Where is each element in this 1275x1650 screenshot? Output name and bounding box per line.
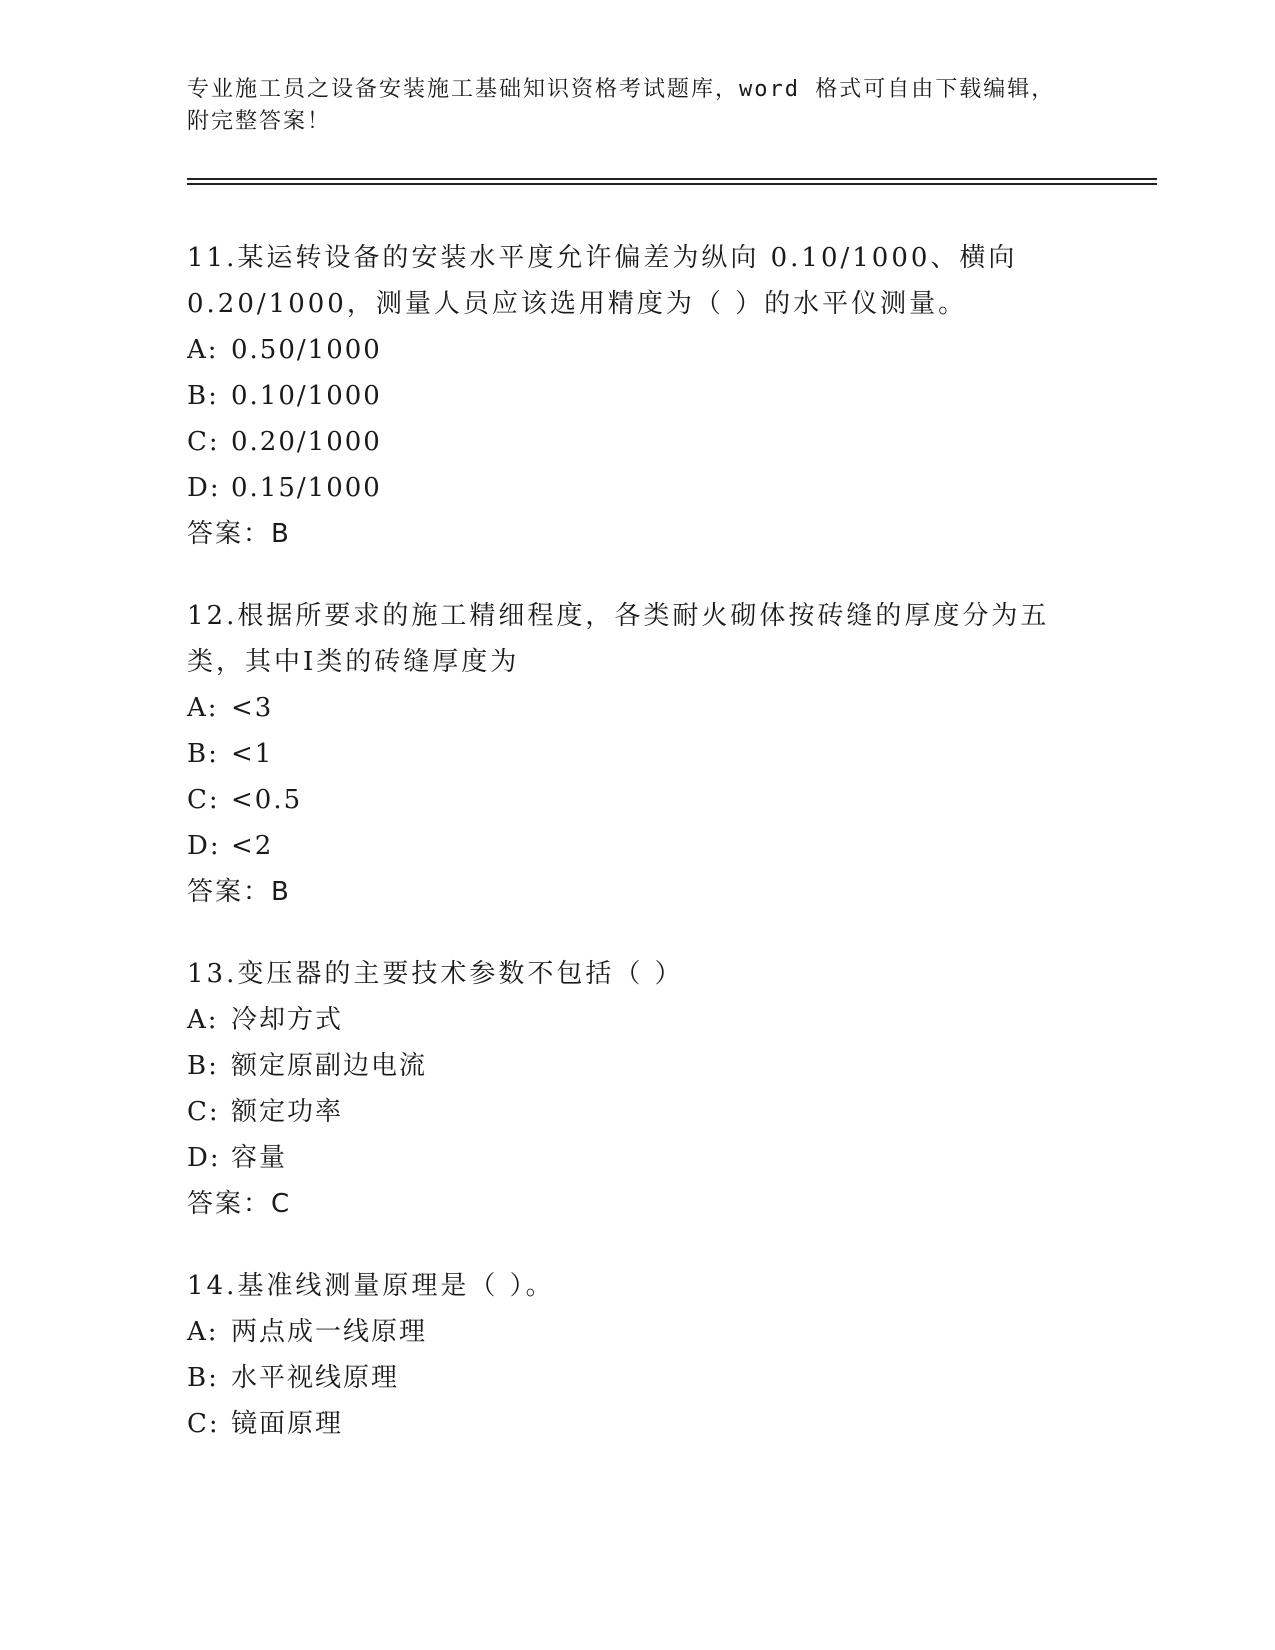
answer: 答案：C [187,1189,292,1219]
option-a [187,997,1087,1043]
option-text: 0.50/1000 [231,335,382,365]
question-stem: 12.根据所要求的施工精细程度，各类耐火砌体按砖缝的厚度分为五类，其中Ⅰ类的砖缝厚度为 [187,601,1050,677]
document-header [187,74,1077,138]
option-text: 0.10/1000 [231,381,382,411]
option-c [187,777,1087,823]
option-text: 冷却方式 [231,1005,344,1035]
option-text: 容量 [231,1143,288,1173]
option-b [187,373,1087,419]
answer: 答案：B [187,877,291,907]
option-key: B: [187,739,219,769]
option-c [187,1401,1087,1447]
option-d [187,823,1087,869]
option-text: <0.5 [231,785,303,815]
option-a [187,1309,1087,1355]
option-c [187,1089,1087,1135]
option-key: D: [187,473,221,503]
option-b [187,1043,1087,1089]
question-stem: 14.基准线测量原理是（ ）。 [187,1271,555,1301]
option-text: <3 [231,693,274,723]
option-text: 两点成一线原理 [231,1317,428,1347]
option-key: A: [187,1317,219,1347]
option-key: A: [187,335,219,365]
answer: 答案：B [187,519,291,549]
option-b [187,1355,1087,1401]
question-14 [187,1263,1087,1447]
question-stem: 13.变压器的主要技术参数不包括（ ） [187,959,684,989]
option-key: C: [187,1409,220,1439]
option-key: C: [187,785,220,815]
option-d [187,465,1087,511]
option-key: D: [187,1143,221,1173]
option-key: B: [187,1363,219,1393]
option-key: B: [187,1051,219,1081]
option-key: A: [187,693,219,723]
question-stem: 11.某运转设备的安装水平度允许偏差为纵向 0.10/1000、横向 0.20/1000，测量人员应该选用精度为（ ）的水平仪测量。 [187,243,1018,319]
option-text: 额定功率 [231,1097,344,1127]
question-11 [187,235,1087,557]
option-key: D: [187,831,221,861]
option-text: 镜面原理 [231,1409,344,1439]
option-key: C: [187,1097,220,1127]
option-text: <2 [231,831,274,861]
option-a [187,327,1087,373]
option-key: B: [187,381,219,411]
option-text: 额定原副边电流 [231,1051,428,1081]
option-text: 0.20/1000 [231,427,382,457]
header-text: 专业施工员之设备安装施工基础知识资格考试题库，word 格式可自由下载编辑，附完整答案！ [187,77,1056,134]
option-text: 水平视线原理 [231,1363,400,1393]
option-text: 0.15/1000 [231,473,382,503]
option-text: <1 [231,739,274,769]
question-list [187,235,1087,1483]
option-d [187,1135,1087,1181]
option-key: C: [187,427,220,457]
header-rule-top [187,178,1157,180]
header-rule-bottom [187,183,1157,185]
question-13 [187,951,1087,1227]
option-c [187,419,1087,465]
question-12 [187,593,1087,915]
option-key: A: [187,1005,219,1035]
option-b [187,731,1087,777]
option-a [187,685,1087,731]
